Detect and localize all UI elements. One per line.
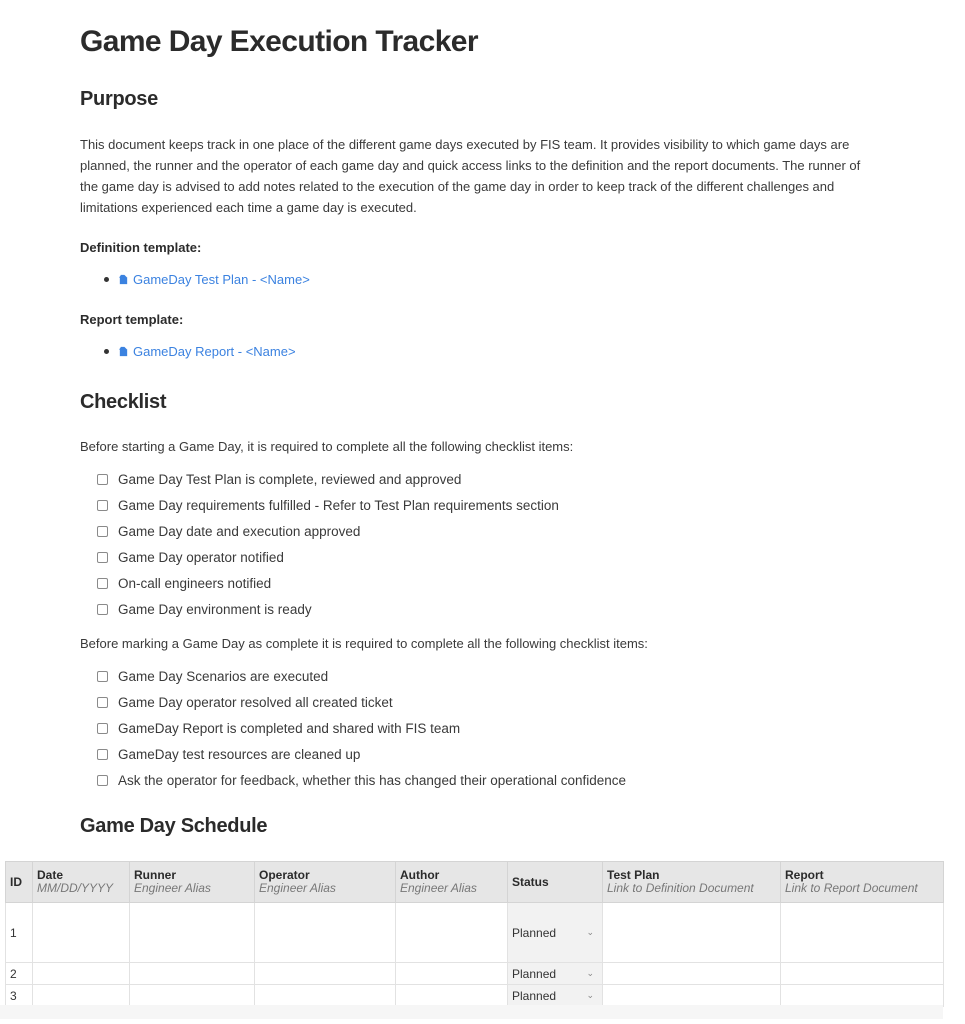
checkbox[interactable] (97, 526, 108, 537)
page-title: Game Day Execution Tracker (80, 25, 478, 58)
cell-test-plan[interactable] (603, 985, 781, 1007)
cell-runner[interactable] (130, 985, 255, 1007)
definition-template-label: Definition template: (80, 240, 202, 255)
cell-date[interactable] (33, 963, 130, 985)
column-header-runner: Runner Engineer Alias (130, 862, 255, 903)
cell-report[interactable] (781, 985, 944, 1007)
cell-test-plan[interactable] (603, 963, 781, 985)
checklist-item-label: GameDay test resources are cleaned up (118, 746, 361, 762)
cell-author[interactable] (396, 985, 508, 1007)
checklist-item-label: Game Day operator resolved all created ticket (118, 694, 393, 710)
before-complete-checklist (97, 663, 626, 793)
purpose-heading: Purpose (80, 88, 158, 110)
checkbox[interactable] (97, 749, 108, 760)
chevron-down-icon: ⌄ (586, 990, 594, 1000)
table-row (6, 903, 944, 963)
checklist-item[interactable] (97, 767, 626, 793)
schedule-table-wrapper (5, 861, 943, 1007)
checklist-item[interactable] (97, 715, 626, 741)
definition-template-item (104, 272, 310, 287)
column-header-report: Report Link to Report Document (781, 862, 944, 903)
document-icon (118, 274, 129, 285)
checklist-item-label: Ask the operator for feedback, whether this has changed their operational confidence (118, 772, 627, 788)
checklist-item-label: Game Day requirements fulfilled - Refer to Test Plan requirements section (118, 497, 559, 513)
report-template-label: Report template: (80, 312, 184, 327)
checklist-item[interactable] (97, 544, 559, 570)
table-scrollbar-area[interactable] (0, 1005, 943, 1019)
cell-operator[interactable] (255, 963, 396, 985)
checkbox[interactable] (97, 604, 108, 615)
purpose-paragraph: This document keeps track in one place of the different game days executed by FIS team. It provides visibility to which game days are planned, the runner and the operator of each game day and quick access links to the definition and the report documents. The runner of the game day is advised to add notes related to the execution of the game day in order to keep track of the different challenges and limitations experienced each time a game day is executed. (80, 137, 861, 215)
cell-runner[interactable] (130, 903, 255, 963)
checkbox[interactable] (97, 775, 108, 786)
cell-date[interactable] (33, 903, 130, 963)
before-start-checklist (97, 466, 559, 622)
report-template-item (104, 344, 296, 359)
table-header-row (6, 862, 944, 903)
cell-id: 3 (6, 985, 33, 1007)
column-header-author: Author Engineer Alias (396, 862, 508, 903)
definition-template-link-text: GameDay Test Plan - <Name> (133, 272, 310, 287)
before-complete-intro: Before marking a Game Day as complete it is required to complete all the following checklist items: (80, 636, 648, 651)
cell-operator[interactable] (255, 903, 396, 963)
checklist-item[interactable] (97, 570, 559, 596)
checklist-item[interactable] (97, 741, 626, 767)
checklist-item-label: Game Day operator notified (118, 549, 284, 565)
column-header-test-plan: Test Plan Link to Definition Document (603, 862, 781, 903)
checklist-item-label: GameDay Report is completed and shared with FIS team (118, 720, 461, 736)
cell-report[interactable] (781, 903, 944, 963)
checkbox[interactable] (97, 578, 108, 589)
checkbox[interactable] (97, 723, 108, 734)
schedule-heading: Game Day Schedule (80, 815, 268, 837)
column-header-operator: Operator Engineer Alias (255, 862, 396, 903)
cell-author[interactable] (396, 963, 508, 985)
bullet (104, 349, 109, 354)
checklist-item[interactable] (97, 518, 559, 544)
cell-report[interactable] (781, 963, 944, 985)
checklist-item[interactable] (97, 663, 626, 689)
status-dropdown[interactable] (508, 903, 603, 963)
report-template-link[interactable] (118, 344, 296, 359)
checklist-item-label: Game Day date and execution approved (118, 523, 361, 539)
bullet (104, 277, 109, 282)
cell-id: 2 (6, 963, 33, 985)
checklist-item-label: On-call engineers notified (118, 575, 272, 591)
status-dropdown[interactable] (508, 985, 603, 1007)
checkbox[interactable] (97, 671, 108, 682)
checklist-item[interactable] (97, 596, 559, 622)
checklist-item[interactable] (97, 492, 559, 518)
cell-author[interactable] (396, 903, 508, 963)
checklist-item[interactable] (97, 466, 559, 492)
document-icon (118, 346, 129, 357)
report-template-link-text: GameDay Report - <Name> (133, 344, 296, 359)
checklist-item-label: Game Day Scenarios are executed (118, 668, 329, 684)
status-value: Planned (512, 988, 557, 1003)
cell-date[interactable] (33, 985, 130, 1007)
before-start-intro: Before starting a Game Day, it is required to complete all the following checklist items: (80, 439, 574, 454)
column-header-date: Date MM/DD/YYYY (33, 862, 130, 903)
checklist-item-label: Game Day Test Plan is complete, reviewed and approved (118, 471, 462, 487)
checkbox[interactable] (97, 474, 108, 485)
chevron-down-icon: ⌄ (586, 927, 594, 937)
chevron-down-icon: ⌄ (586, 968, 594, 978)
checkbox[interactable] (97, 500, 108, 511)
checklist-heading: Checklist (80, 391, 167, 413)
checkbox[interactable] (97, 697, 108, 708)
schedule-table (5, 861, 944, 1007)
status-value: Planned (512, 925, 557, 940)
checklist-item-label: Game Day environment is ready (118, 601, 312, 617)
status-dropdown[interactable] (508, 963, 603, 985)
table-row (6, 963, 944, 985)
table-row (6, 985, 944, 1007)
cell-id: 1 (6, 903, 33, 963)
checkbox[interactable] (97, 552, 108, 563)
cell-test-plan[interactable] (603, 903, 781, 963)
cell-operator[interactable] (255, 985, 396, 1007)
cell-runner[interactable] (130, 963, 255, 985)
column-header-id: ID (6, 862, 33, 903)
column-header-status: Status (508, 862, 603, 903)
definition-template-link[interactable] (118, 272, 310, 287)
checklist-item[interactable] (97, 689, 626, 715)
status-value: Planned (512, 966, 557, 981)
